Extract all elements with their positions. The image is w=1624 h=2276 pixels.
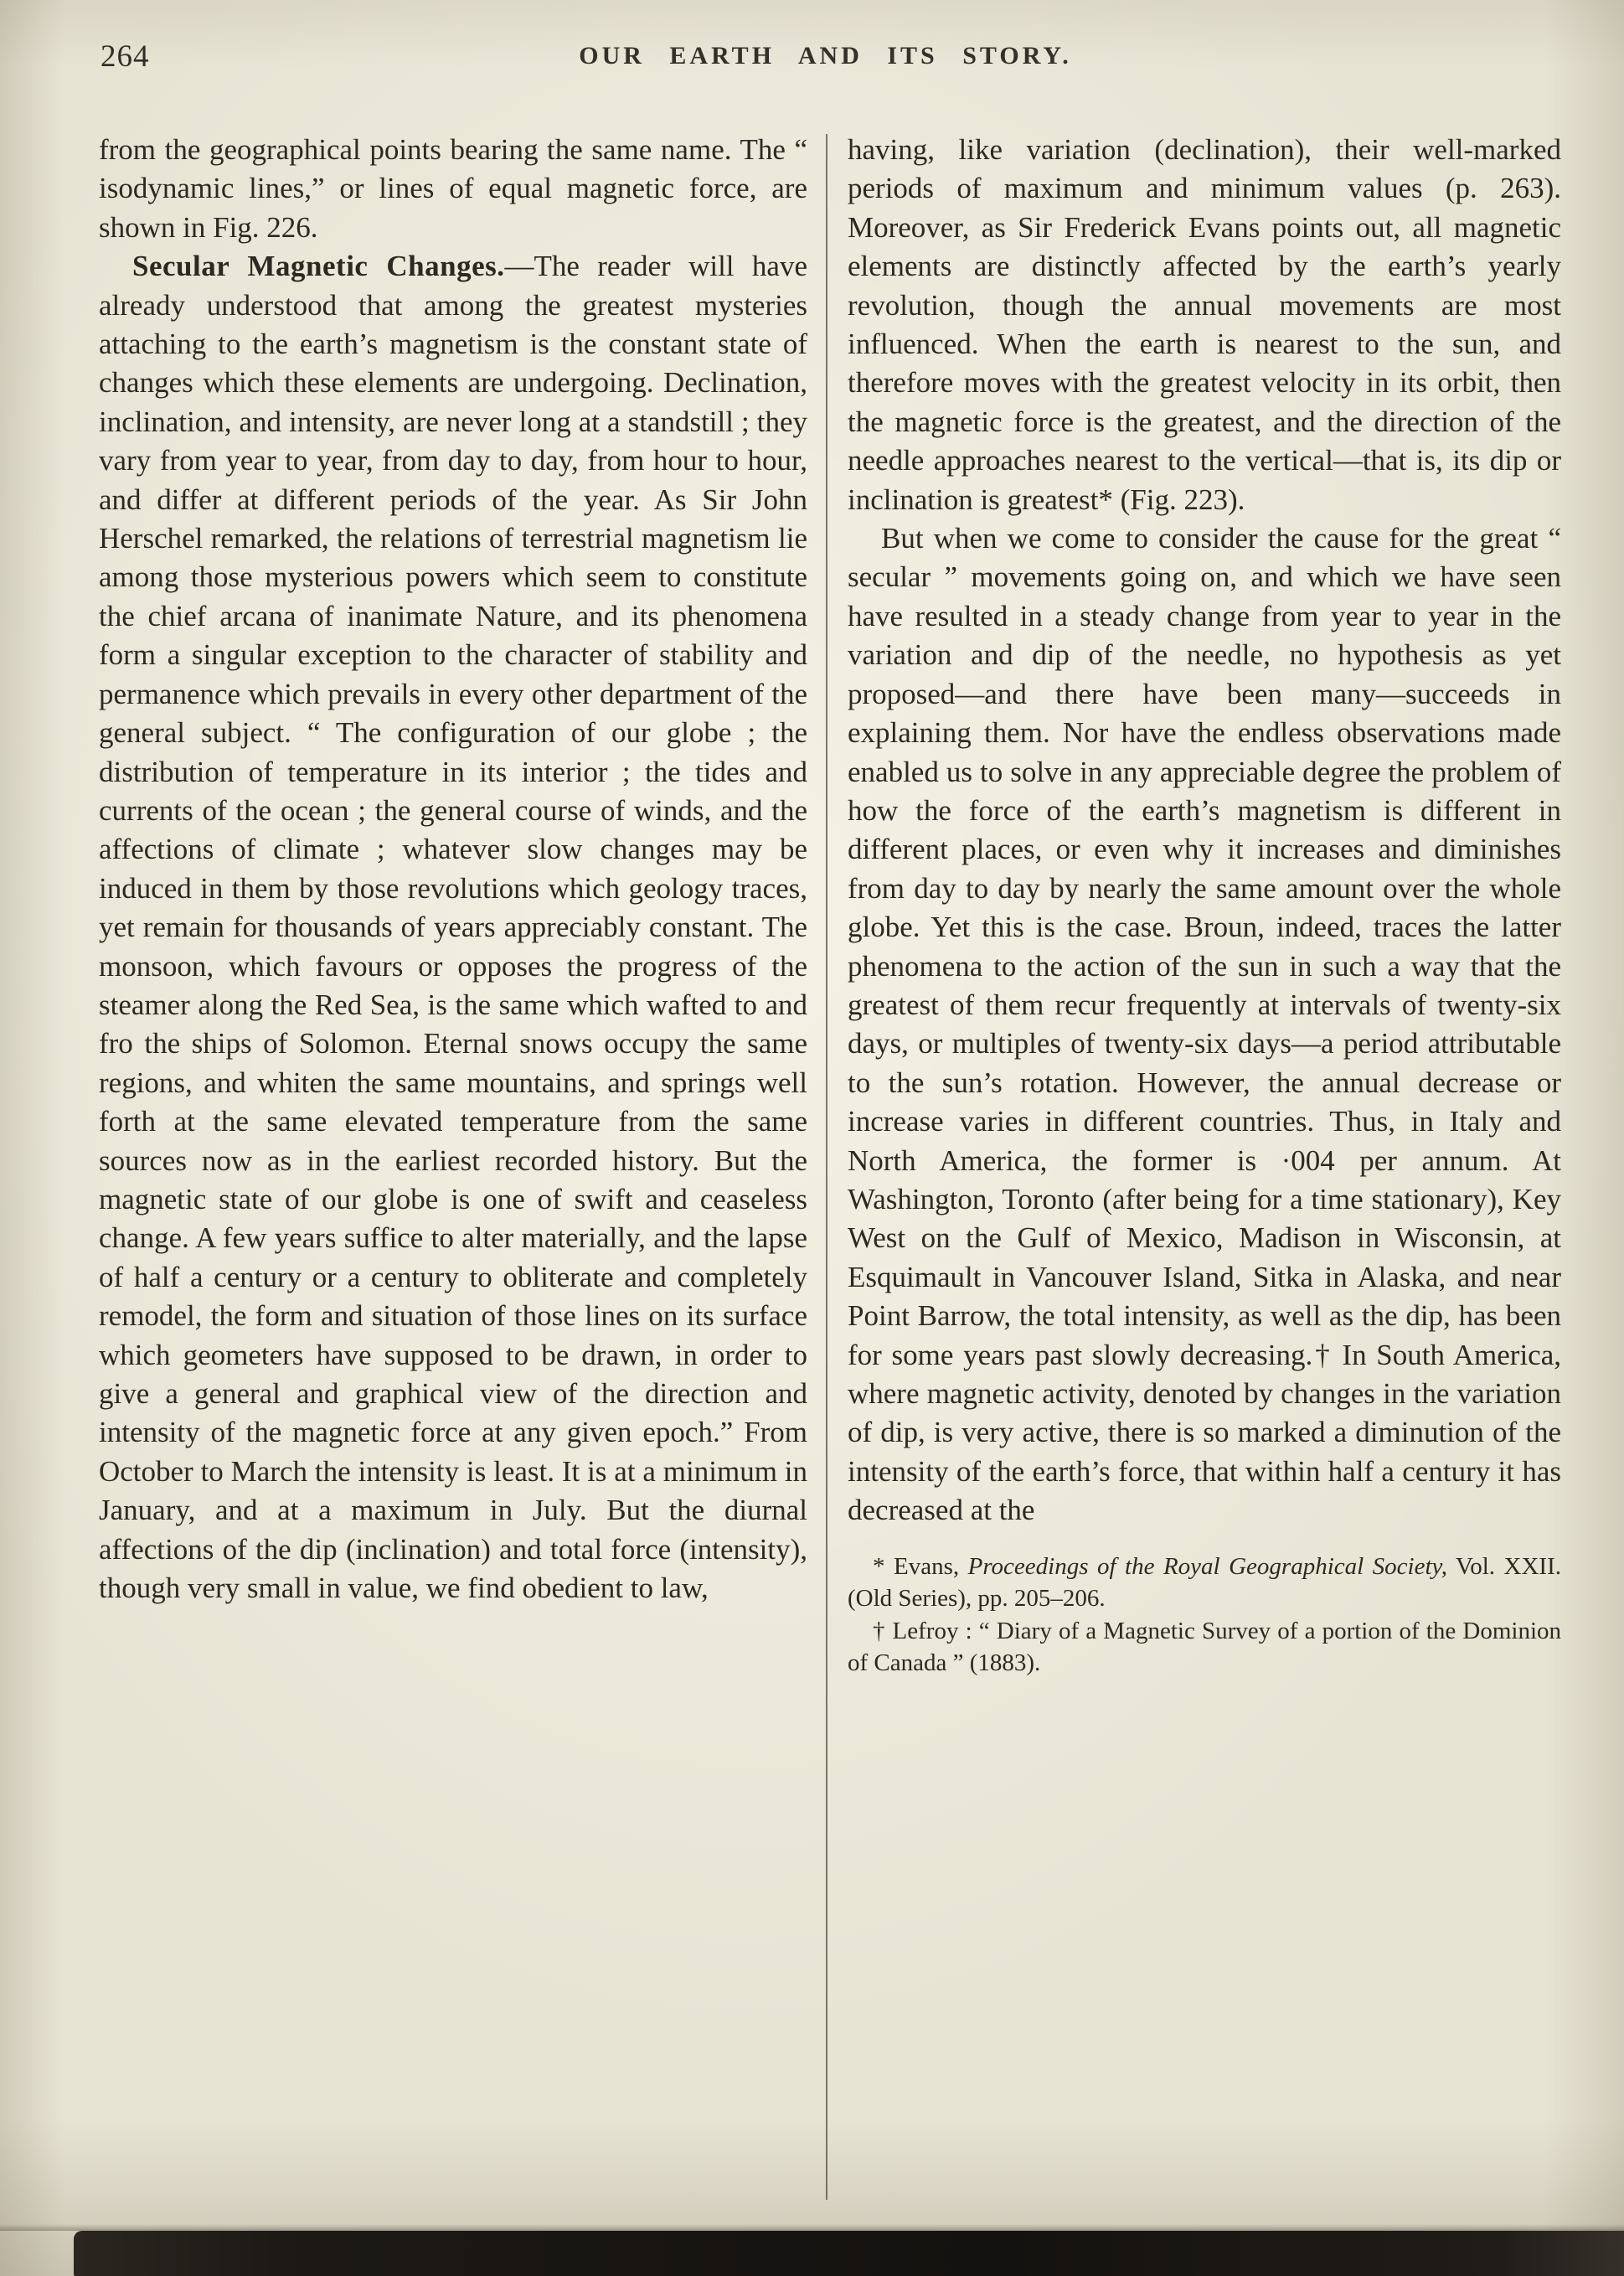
footnote-lefroy: † Lefroy : “ Diary of a Magnetic Survey of a portion of the Dominion of Canada ” (1883). (848, 1617, 1561, 1677)
footnotes-block (848, 1551, 1561, 1680)
paragraph-secular-cause: But when we come to consider the cause for the great “ secular ” movements going on, and which we have seen have resulted in a steady change from year to year in the variation and dip of the needle, no hypothesis as yet proposed—and there have been many—succeeds in explaining them. Nor have the endless observations made enabled us to solve in any appreciable degree the problem of how the force of the earth’s magnetism is different in different places, or even why it increases and diminishes from day to day by nearly the same amount over the whole globe. Yet this is the case. Broun, indeed, traces the latter phenomena to the action of the sun in such a way that the greatest of them recur frequently at intervals of twenty-six days, or multiples of twenty-six days—a period attributable to the sun’s rotation. However, the annual decrease or increase varies in different countries. Thus, in Italy and North America, the former is ·004 per annum. At Washington, Toronto (after being for a time stationary), Key West on the Gulf of Mexico, Madison in Wisconsin, at Esquimault in Vancouver Island, Sitka in Alaska, and near Point Barrow, the total intensity, as well as the dip, has been for some years past slowly decreasing.† In South America, where magnetic activity, denoted by changes in the variation of dip, is very active, there is so marked a diminution of the intensity of the earth’s force, that within half a century it has decreased at the (848, 522, 1561, 1527)
page-number: 264 (101, 39, 150, 74)
paragraph-secular-changes (99, 247, 807, 1608)
right-column (848, 131, 1561, 2208)
scan-dark-edge (74, 2231, 1624, 2276)
footnote-evans (848, 1551, 1561, 1615)
paragraph-continuation: having, like variation (declination), their well-marked periods of maximum and minimum values (p. 263). Moreover, as Sir Frederick Evans points out, all magnetic elements are distinctly affected by the earth’s yearly revolution, though the annual movements are most influenced. When the earth is nearest to the sun, and therefore moves with the greatest velocity in its orbit, then the magnetic force is the greatest, and the direction of the needle approaches nearest to the vertical—that is, its dip or inclination is greatest* (Fig. 223). (848, 133, 1561, 516)
text-columns (99, 131, 1561, 2208)
footnote-italic-title: Proceedings of the Royal Geographical Society, (967, 1552, 1448, 1580)
section-heading: Secular Magnetic Changes. (132, 250, 505, 283)
left-column (99, 131, 807, 2208)
footnote-marker-text: * Evans, (873, 1552, 968, 1580)
footnote-reference-text: Vol. XXII. (Old Series), pp. 205–206. (848, 1552, 1561, 1613)
scan-shadow-edge (0, 2224, 1624, 2231)
paragraph-continuation: from the geographical points bearing the same name. The “ isodynamic lines,” or lines of equal magnetic force, are shown in Fig. 226. (99, 133, 807, 244)
column-divider-rule (826, 134, 827, 2200)
running-header: OUR EARTH AND ITS STORY. (579, 42, 1072, 70)
paragraph-text: —The reader will have already understood that among the greatest mysteries attaching to the earth’s magnetism is the constant state of changes which these elements are undergoing. Declination, inclination, and intensity, are never long at a standstill ; they vary from year to year, from day to day, from hour to hour, and differ at different periods of the year. As Sir John Herschel remarked, the relations of terrestrial magnetism lie among those mysterious powers which seem to constitute the chief arcana of inanimate Nature, and its phenomena form a singular exception to the character of stability and permanence which prevails in every other department of the general subject. “ The configuration of our globe ; the distribution of temperature in its interior ; the tides and currents of the ocean ; the general course of winds, and the affections of climate ; whatever slow changes may be induced in them by those revolutions which geology traces, yet remain for thousands of years appreciably constant. The monsoon, which favours or opposes the progress of the steamer along the Red Sea, is the same which wafted to and fro the ships of Solomon. Eternal snows occupy the same regions, and whiten the same mountains, and springs well forth at the same elevated temperature from the same sources now as in the earliest recorded history. But the magnetic state of our globe is one of swift and ceaseless change. A few years suffice to alter materially, and the lapse of half a century or a century to obliterate and completely remodel, the form and situation of those lines on its surface which geometers have supposed to be drawn, in order to give a general and graphical view of the direction and intensity of the magnetic force at any given epoch.” From October to March the intensity is least. It is at a minimum in January, and at a maximum in July. But the diurnal affections of the dip (inclination) and total force (intensity), though very small in value, we find obedient to law, (99, 250, 807, 1605)
page-header (101, 37, 1550, 84)
